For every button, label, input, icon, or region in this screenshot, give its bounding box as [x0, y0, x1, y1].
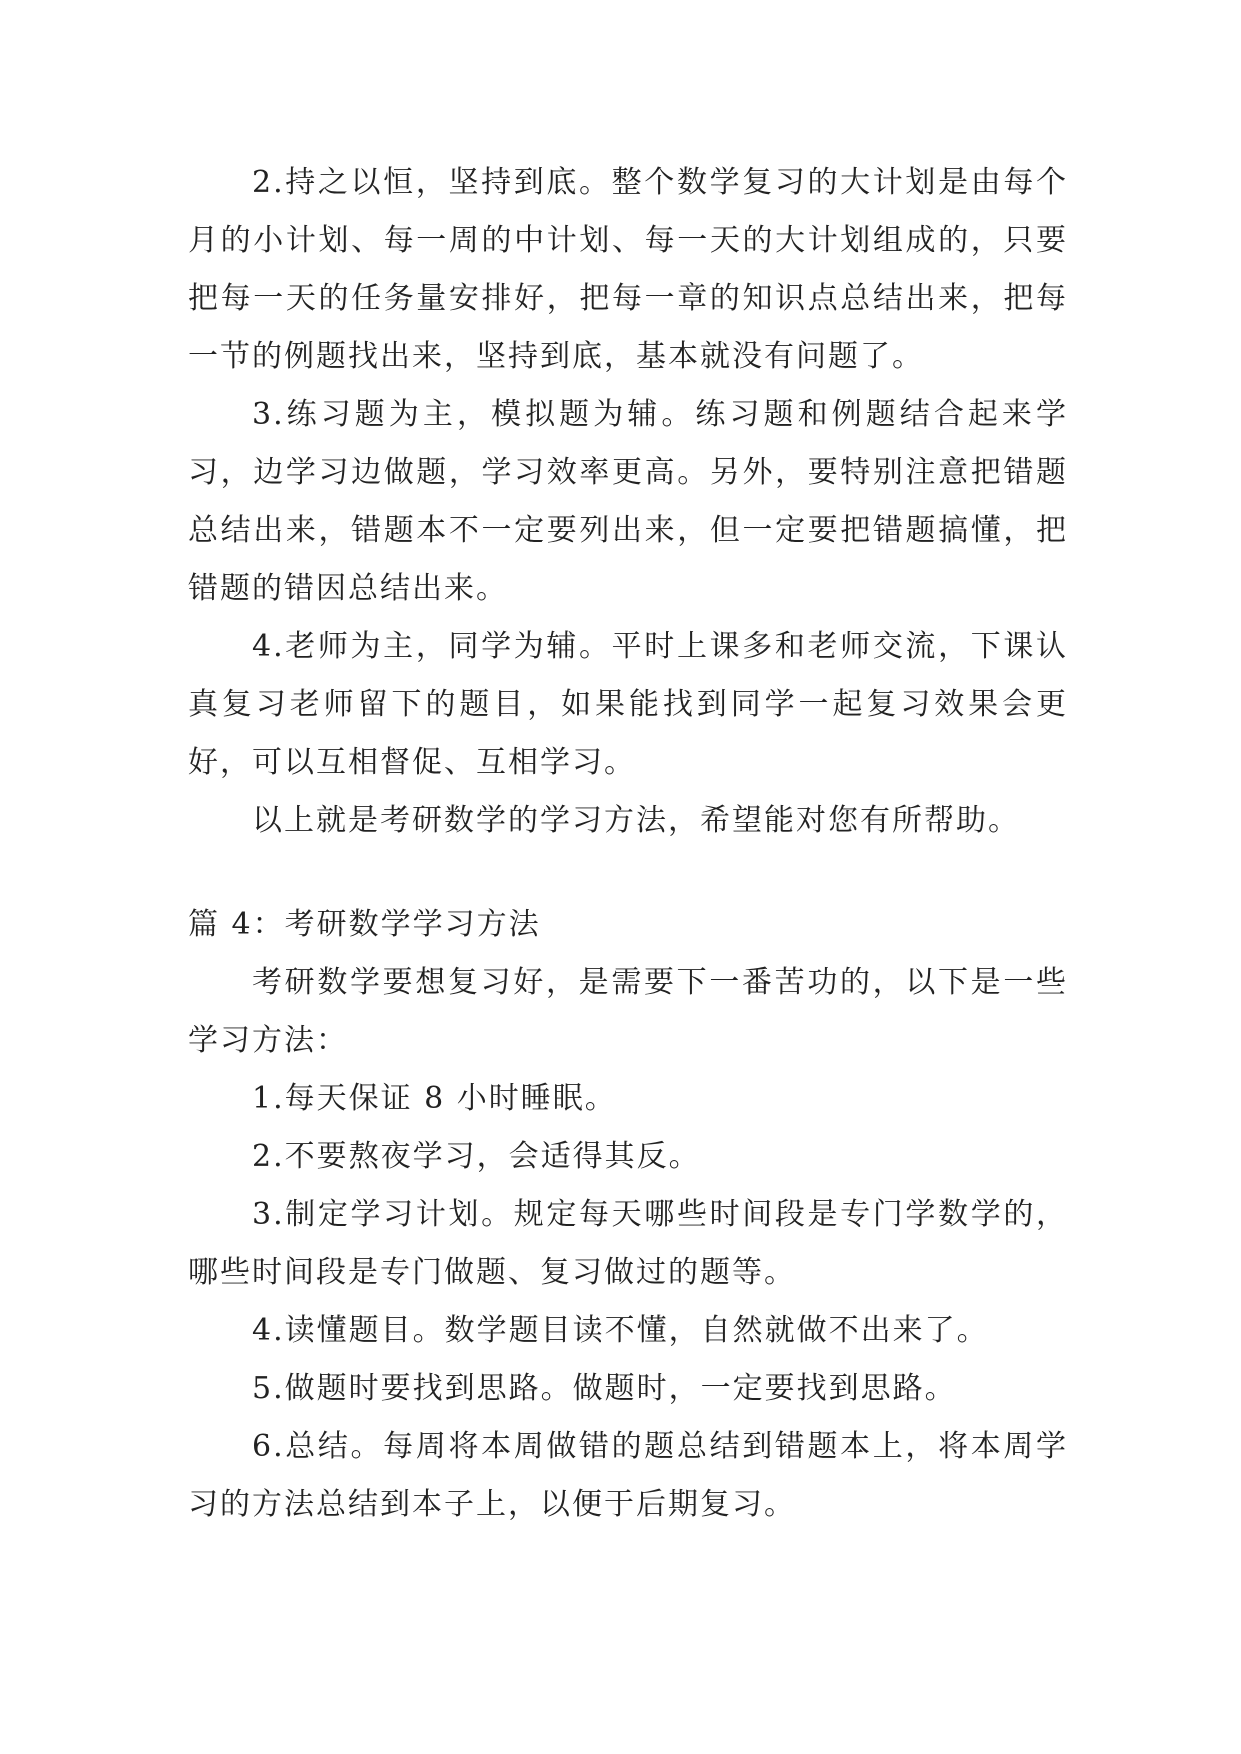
paragraph-teachers: 4.老师为主，同学为辅。平时上课多和老师交流，下课认真复习老师留下的题目，如果能找到同学一起复习效果会更好，可以互相督促、互相学习。 [188, 629, 1068, 780]
section-heading: 篇 4：考研数学学习方法 [188, 907, 541, 942]
list-item-find-approach: 5.做题时要找到思路。做题时，一定要找到思路。 [252, 1371, 957, 1406]
list-item-read-questions: 4.读懂题目。数学题目读不懂，自然就做不出来了。 [252, 1313, 989, 1348]
list-item-summarize: 6.总结。每周将本周做错的题总结到错题本上，将本周学习的方法总结到本子上，以便于后期复习。 [188, 1429, 1068, 1522]
paragraph-exercises: 3.练习题为主，模拟题为辅。练习题和例题结合起来学习，边学习边做题，学习效率更高。另外，要特别注意把错题总结出来，错题本不一定要列出来，但一定要把错题搞懂，把错题的错因总结出来。 [188, 397, 1068, 606]
section-intro: 考研数学要想复习好，是需要下一番苦功的，以下是一些学习方法： [188, 965, 1068, 1058]
paragraph-persistence: 2.持之以恒，坚持到底。整个数学复习的大计划是由每个月的小计划、每一周的中计划、每一天的大计划组成的，只要把每一天的任务量安排好，把每一章的知识点总结出来，把每一节的例题找出来，坚持到底，基本就没有问题了。 [188, 165, 1068, 374]
list-item-sleep: 1.每天保证 8 小时睡眠。 [252, 1081, 617, 1116]
document-body [188, 154, 1068, 1534]
list-item-study-plan: 3.制定学习计划。规定每天哪些时间段是专门学数学的，哪些时间段是专门做题、复习做过的题等。 [188, 1197, 1068, 1290]
paragraph-conclusion: 以上就是考研数学的学习方法，希望能对您有所帮助。 [252, 803, 1020, 838]
list-item-no-late-night: 2.不要熬夜学习，会适得其反。 [252, 1139, 701, 1174]
